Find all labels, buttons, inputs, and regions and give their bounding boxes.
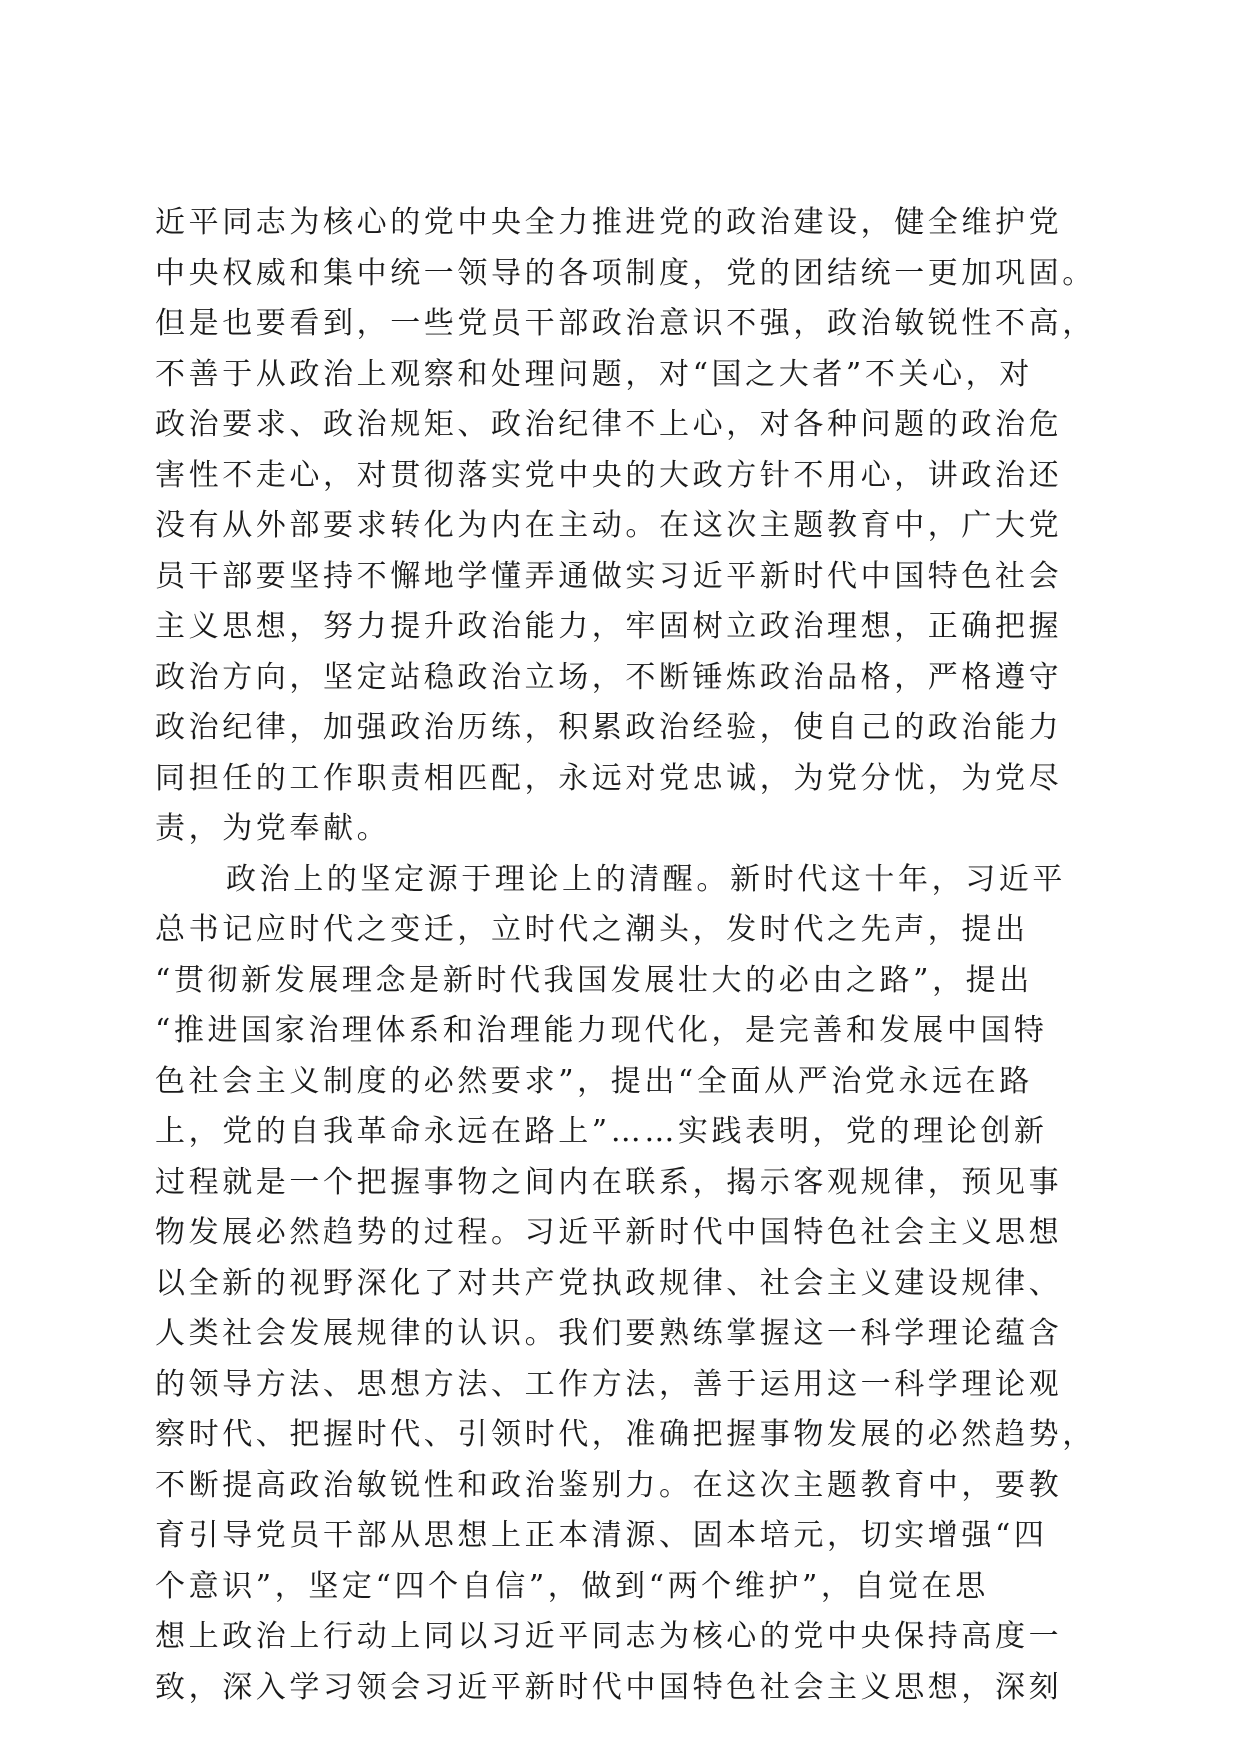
paragraph-2 bbox=[155, 855, 1096, 1714]
text-line: 同担任的工作职责相匹配，永远对党忠诚，为党分忧，为党尽 bbox=[155, 760, 1063, 796]
text-line: 政治方向，坚定站稳政治立场，不断锤炼政治品格，严格遵守 bbox=[155, 659, 1063, 695]
text-line: 中央权威和集中统一领导的各项制度，党的团结统一更加巩固。 bbox=[155, 255, 1096, 291]
text-line: 害性不走心，对贯彻落实党中央的大政方针不用心，讲政治还 bbox=[155, 457, 1063, 493]
text-line: “贯彻新发展理念是新时代我国发展壮大的必由之路”，提出 bbox=[155, 962, 1033, 998]
text-line: 责，为党奉献。 bbox=[155, 811, 391, 846]
text-line: 个意识”，坚定“四个自信”，做到“两个维护”，自觉在思 bbox=[155, 1568, 989, 1604]
text-line: 近平同志为核心的党中央全力推进党的政治建设，健全维护党 bbox=[155, 205, 1063, 240]
text-line: 育引导党员干部从思想上正本清源、固本培元，切实增强“四 bbox=[155, 1518, 1048, 1553]
text-line: 政治上的坚定源于理论上的清醒。新时代这十年，习近平 bbox=[226, 861, 1066, 897]
text-line: 以全新的视野深化了对共产党执政规律、社会主义建设规律、 bbox=[155, 1265, 1063, 1301]
text-line: 上，党的自我革命永远在路上”……实践表明，党的理论创新 bbox=[155, 1114, 1048, 1149]
text-line: 政治要求、政治规矩、政治纪律不上心，对各种问题的政治危 bbox=[155, 407, 1063, 442]
body-text bbox=[155, 198, 1096, 1713]
text-line: 过程就是一个把握事物之间内在联系，揭示客观规律，预见事 bbox=[155, 1164, 1063, 1200]
paragraph-1 bbox=[155, 198, 1096, 855]
text-line: “推进国家治理体系和治理能力现代化，是完善和发展中国特 bbox=[155, 1013, 1048, 1048]
text-line: 主义思想，努力提升政治能力，牢固树立政治理想，正确把握 bbox=[155, 609, 1063, 644]
text-line: 不断提高政治敏锐性和政治鉴别力。在这次主题教育中，要教 bbox=[155, 1467, 1063, 1503]
text-line: 致，深入学习领会习近平新时代中国特色社会主义思想，深刻 bbox=[155, 1669, 1063, 1705]
text-line: 政治纪律，加强政治历练，积累政治经验，使自己的政治能力 bbox=[155, 710, 1063, 745]
text-line: 物发展必然趋势的过程。习近平新时代中国特色社会主义思想 bbox=[155, 1215, 1063, 1250]
text-line: 的领导方法、思想方法、工作方法，善于运用这一科学理论观 bbox=[155, 1366, 1063, 1402]
text-line: 察时代、把握时代、引领时代，准确把握事物发展的必然趋势， bbox=[155, 1417, 1096, 1452]
text-line: 没有从外部要求转化为内在主动。在这次主题教育中，广大党 bbox=[155, 508, 1063, 543]
text-line: 总书记应时代之变迁，立时代之潮头，发时代之先声，提出 bbox=[155, 912, 1029, 947]
text-line: 但是也要看到，一些党员干部政治意识不强，政治敏锐性不高， bbox=[155, 306, 1096, 341]
text-line: 色社会主义制度的必然要求”，提出“全面从严治党永远在路 bbox=[155, 1063, 1033, 1099]
text-line: 不善于从政治上观察和处理问题，对“国之大者”不关心，对 bbox=[155, 356, 1033, 392]
text-line: 想上政治上行动上同以习近平同志为核心的党中央保持高度一 bbox=[155, 1619, 1063, 1654]
text-line: 人类社会发展规律的认识。我们要熟练掌握这一科学理论蕴含 bbox=[155, 1316, 1063, 1351]
text-line: 员干部要坚持不懈地学懂弄通做实习近平新时代中国特色社会 bbox=[155, 558, 1063, 594]
